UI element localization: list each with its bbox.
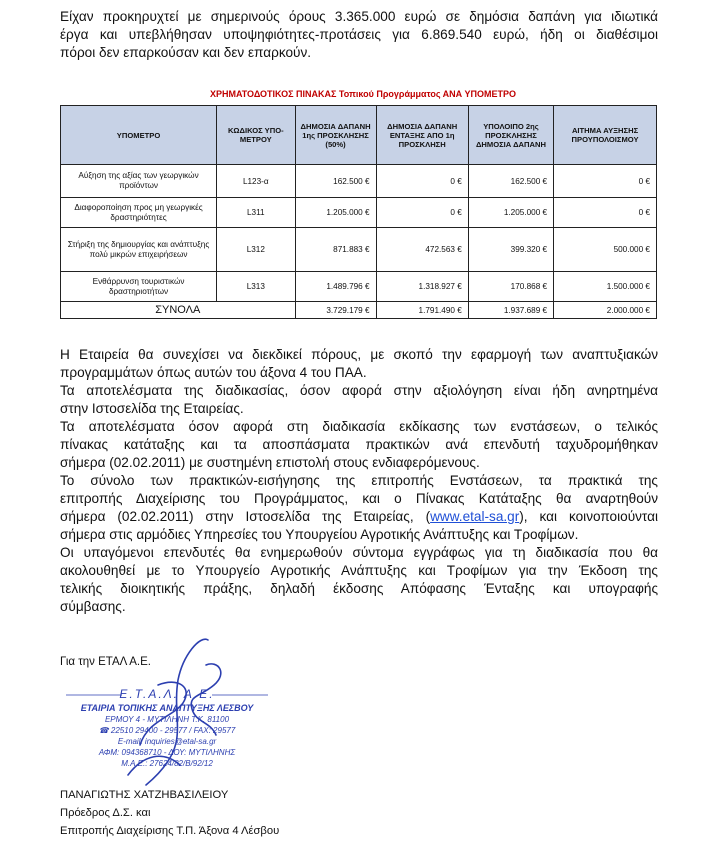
totals-label: ΣΥΝΟΛΑ <box>61 302 296 319</box>
body-line: σήμερα (02.02.2011) με συστημένη επιστολή στους ενδιαφερόμενους. <box>60 455 480 470</box>
total-value: 1.791.490 € <box>376 302 468 319</box>
row-value: 1.500.000 € <box>554 272 657 302</box>
table-row <box>61 228 657 272</box>
total-value: 1.937.689 € <box>468 302 553 319</box>
table-row <box>61 272 657 302</box>
row-value: 0 € <box>554 165 657 198</box>
row-value: 871.883 € <box>295 228 376 272</box>
stamp-line: ΕΤΑΙΡΙΑ ΤΟΠΙΚΗΣ ΑΝΑΠΤΥΞΗΣ ΛΕΣΒΟΥ <box>80 703 254 713</box>
stamp-line: Μ.Α.Ε.: 27624/82/Β/92/12 <box>121 759 213 768</box>
intro-line: έργα και υπεβλήθησαν υποψηφιότητες-προτάσεις για 6.869.540 ευρώ, ήδη οι διαθέσιμοι <box>60 27 658 42</box>
handwritten-signature <box>88 625 288 795</box>
body-line: σύμβασης. <box>60 599 126 614</box>
col-header: ΥΠΟΛΟΙΠΟ 2ης ΠΡΟΣΚΛΗΣΗΣ ΔΗΜΟΣΙΑ ΔΑΠΑΝΗ <box>468 106 553 165</box>
row-code: L313 <box>217 272 295 302</box>
table-row <box>61 165 657 198</box>
table-header-row <box>61 106 657 165</box>
row-value: 472.563 € <box>376 228 468 272</box>
row-submeasure: Ενθάρρυνση τουριστικών δραστηριοτήτων <box>61 272 217 302</box>
total-value: 3.729.179 € <box>295 302 376 319</box>
funding-table <box>60 105 657 319</box>
stamp-line: E-mail: inquiries@etal-sa.gr <box>117 737 217 746</box>
col-header: ΥΠΟΜΕΤΡΟ <box>61 106 217 165</box>
signer-role: Πρόεδρος Δ.Σ. και <box>60 807 151 819</box>
body-line: προγραμμάτων όπως αυτών του άξονα 4 του ΠΑΑ. <box>60 365 367 380</box>
body-line: Τα αποτελέσματα της διαδικασίας, όσον αφορά στην αξιολόγηση είναι ήδη ανηρτημένα <box>60 383 658 398</box>
body-line: Τα αποτελέσματα όσον αφορά στη διαδικασία εκδίκασης των ενστάσεων, ο τελικός <box>60 419 658 434</box>
totals-row <box>61 302 657 319</box>
row-value: 0 € <box>554 198 657 228</box>
row-submeasure: Αύξηση της αξίας των γεωργικών προϊόντων <box>61 165 217 198</box>
row-value: 162.500 € <box>295 165 376 198</box>
body-line: ακολουθηθεί με το Υπουργείο Αγροτικής Ανάπτυξης και Τροφίμων για την Έκδοση της <box>60 563 658 578</box>
body-line: πίνακας κατάταξης και τα αποσπάσματα πρακτικών ανά επενδυτή ταχυδρομήθηκαν <box>60 437 658 452</box>
body-line: τελικής διοικητικής πράξης, δηλαδή έκδοσης Απόφασης Ένταξης και υπογραφής <box>60 581 658 596</box>
row-code: L312 <box>217 228 295 272</box>
intro-paragraph <box>60 8 658 62</box>
website-link[interactable]: www.etal-sa.gr <box>430 509 520 524</box>
row-value: 1.489.796 € <box>295 272 376 302</box>
row-value: 1.205.000 € <box>295 198 376 228</box>
table-title: ΧΡΗΜΑΤΟΔΟΤΙΚΟΣ ΠΙΝΑΚΑΣ Τοπικού Προγράμματος ΑΝΑ ΥΠΟΜΕΤΡΟ <box>209 89 517 99</box>
row-submeasure: Στήριξη της δημιουργίας και ανάπτυξης πολύ μικρών επιχειρήσεων <box>61 228 217 272</box>
body-text-segment: σήμερα (02.02.2011) στην Ιστοσελίδα της Εταιρείας, ( <box>60 509 431 524</box>
signer-name: ΠΑΝΑΓΙΩΤΗΣ ΧΑΤΖΗΒΑΣΙΛΕΙΟΥ <box>60 789 229 801</box>
row-value: 0 € <box>376 198 468 228</box>
signer-role: Επιτροπής Διαχείρισης Τ.Π. Άξονα 4 Λέσβου <box>60 825 280 837</box>
row-submeasure: Διαφοροποίηση προς μη γεωργικές δραστηριότητες <box>61 198 217 228</box>
body-line: Οι υπαγόμενοι επενδυτές θα ενημερωθούν σύντομα εγγράφως για τη διαδικασία που θα <box>60 545 658 560</box>
row-value: 0 € <box>376 165 468 198</box>
body-line: σήμερα στις αρμόδιες Υπηρεσίες του Υπουργείου Αγροτικής Ανάπτυξης και Τροφίμων. <box>60 527 579 542</box>
col-header: ΔΗΜΟΣΙΑ ΔΑΠΑΝΗ ΕΝΤΑΞΗΣ ΑΠΟ 1η ΠΡΟΣΚΛΗΣΗ <box>376 106 468 165</box>
body-line <box>60 508 658 526</box>
total-value: 2.000.000 € <box>554 302 657 319</box>
stamp-line: ΕΡΜΟΥ 4 - ΜΥΤΙΛΗΝΗ Τ.Κ. 81100 <box>104 715 230 724</box>
body-line: Η Εταιρεία θα συνεχίσει να διεκδικεί πόρους, με σκοπό την εφαρμογή των αναπτυξιακών <box>60 347 658 362</box>
table-row <box>61 198 657 228</box>
body-text <box>60 346 658 616</box>
row-code: L123-α <box>217 165 295 198</box>
row-value: 500.000 € <box>554 228 657 272</box>
body-line: επιτροπής Διαχείρισης του Προγράμματος, και ο Πίνακας Κατάταξης θα αναρτηθούν <box>60 491 658 506</box>
row-value: 162.500 € <box>468 165 553 198</box>
closing-line: Για την ΕΤΑΛ Α.Ε. <box>60 656 151 668</box>
stamp-line: Ε.Τ.Α.Λ. Α.Ε. <box>119 687 215 701</box>
row-value: 1.205.000 € <box>468 198 553 228</box>
body-line: στην Ιστοσελίδα της Εταιρείας. <box>60 401 244 416</box>
row-value: 1.318.927 € <box>376 272 468 302</box>
row-value: 170.868 € <box>468 272 553 302</box>
body-text-segment: ), και κοινοποιούνται <box>519 509 658 524</box>
intro-line: Είχαν προκηρυχτεί με σημερινούς όρους 3.365.000 ευρώ σε δημόσια δαπάνη για ιδιωτικά <box>60 9 658 24</box>
col-header: ΚΩΔΙΚΟΣ ΥΠΟ-ΜΕΤΡΟΥ <box>217 106 295 165</box>
body-line: Το σύνολο των πρακτικών-εισήγησης της επιτροπής Ενστάσεων, τα πρακτικά της <box>60 473 658 488</box>
col-header: ΑΙΤΗΜΑ ΑΥΞΗΣΗΣ ΠΡΟΥΠΟΛΟΙΣΜΟΥ <box>554 106 657 165</box>
row-value: 399.320 € <box>468 228 553 272</box>
row-code: L311 <box>217 198 295 228</box>
intro-line: πόροι δεν επαρκούσαν και δεν επαρκούν. <box>60 45 312 60</box>
stamp-line: ΑΦΜ: 094368710 - ΔΟΥ: ΜΥΤΙΛΗΝΗΣ <box>98 748 236 757</box>
col-header: ΔΗΜΟΣΙΑ ΔΑΠΑΝΗ 1ης ΠΡΟΣΚΛΗΣΗΣ (50%) <box>295 106 376 165</box>
stamp-line: ☎ 22510 29400 - 29577 / FAX: 29577 <box>98 726 236 735</box>
